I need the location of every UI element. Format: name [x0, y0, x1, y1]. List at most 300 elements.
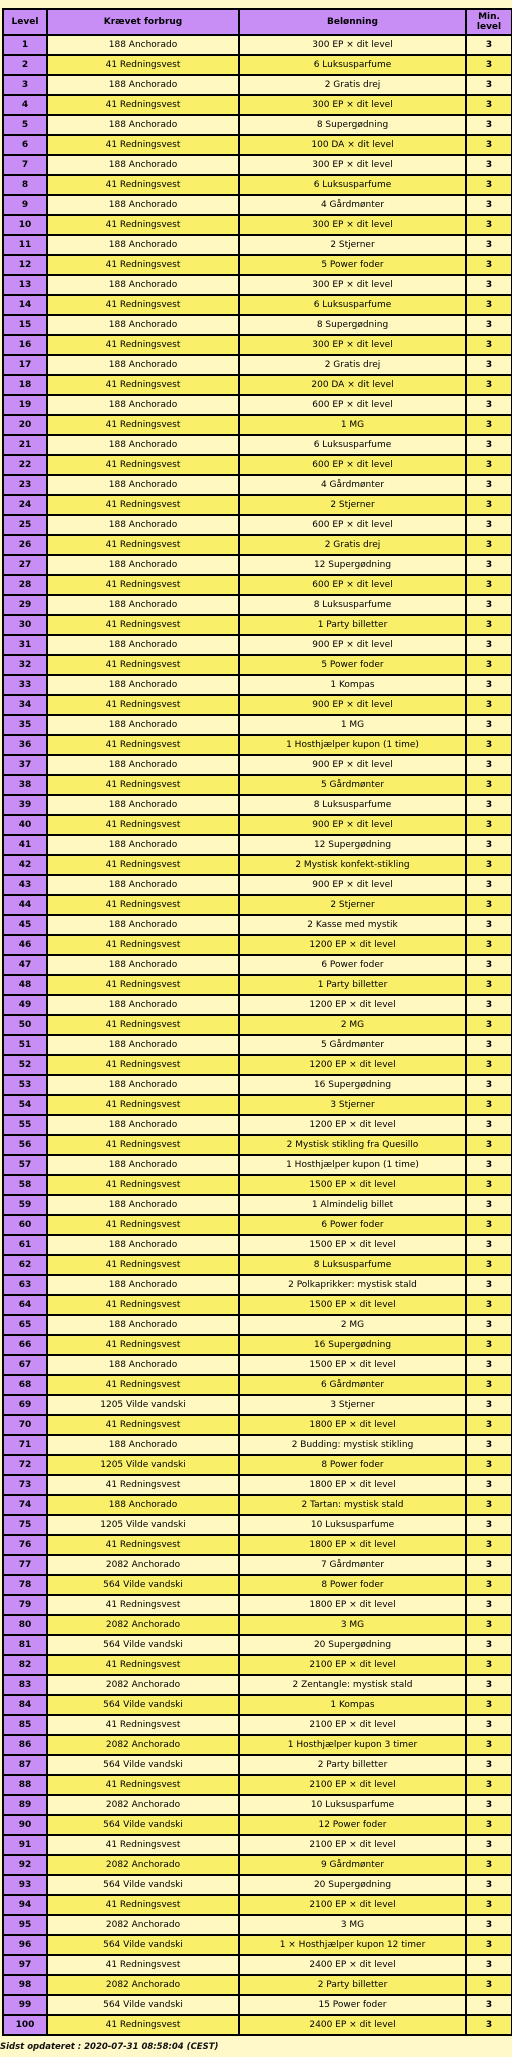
min-level-cell: 3	[466, 895, 512, 915]
level-cell: 3	[3, 75, 47, 95]
table-row	[3, 415, 512, 435]
cost-cell: 188 Anchorado	[47, 835, 239, 855]
reward-cell: 2 Stjerner	[239, 495, 466, 515]
reward-cell: 1500 EP × dit level	[239, 1175, 466, 1195]
reward-cell: 2 MG	[239, 1315, 466, 1335]
reward-cell: 4 Gårdmønter	[239, 195, 466, 215]
level-cell: 92	[3, 1855, 47, 1875]
reward-cell: 5 Power foder	[239, 655, 466, 675]
min-level-cell: 3	[466, 1975, 512, 1995]
cost-cell: 41 Redningsvest	[47, 1955, 239, 1975]
table-row	[3, 915, 512, 935]
table-row	[3, 1415, 512, 1435]
cost-cell: 564 Vilde vandski	[47, 1995, 239, 2015]
cost-cell: 41 Redningsvest	[47, 655, 239, 675]
table-row	[3, 1035, 512, 1055]
min-level-cell: 3	[466, 1635, 512, 1655]
reward-cell: 3 MG	[239, 1615, 466, 1635]
level-cell: 88	[3, 1775, 47, 1795]
table-row	[3, 1715, 512, 1735]
cost-cell: 41 Redningsvest	[47, 375, 239, 395]
level-cell: 38	[3, 775, 47, 795]
level-cell: 16	[3, 335, 47, 355]
reward-cell: 6 Luksusparfume	[239, 175, 466, 195]
level-cell: 80	[3, 1615, 47, 1635]
level-cell: 10	[3, 215, 47, 235]
table-row	[3, 795, 512, 815]
reward-cell: 8 Supergødning	[239, 315, 466, 335]
reward-cell: 200 DA × dit level	[239, 375, 466, 395]
min-level-cell: 3	[466, 335, 512, 355]
level-cell: 74	[3, 1495, 47, 1515]
min-level-cell: 3	[466, 955, 512, 975]
cost-cell: 188 Anchorado	[47, 1495, 239, 1515]
min-level-cell: 3	[466, 595, 512, 615]
table-row	[3, 995, 512, 1015]
min-level-cell: 3	[466, 555, 512, 575]
reward-cell: 2 Stjerner	[239, 895, 466, 915]
table-row	[3, 1195, 512, 1215]
reward-cell: 2 Mystisk konfekt-stikling	[239, 855, 466, 875]
level-cell: 100	[3, 2015, 47, 2035]
reward-cell: 5 Power foder	[239, 255, 466, 275]
min-level-cell: 3	[466, 1595, 512, 1615]
reward-cell: 300 EP × dit level	[239, 95, 466, 115]
cost-cell: 188 Anchorado	[47, 1075, 239, 1095]
level-cell: 84	[3, 1695, 47, 1715]
min-level-cell: 3	[466, 1915, 512, 1935]
cost-cell: 564 Vilde vandski	[47, 1695, 239, 1715]
cost-cell: 41 Redningsvest	[47, 95, 239, 115]
table-row	[3, 1835, 512, 1855]
table-row	[3, 1455, 512, 1475]
table-row	[3, 1115, 512, 1135]
cost-cell: 188 Anchorado	[47, 1155, 239, 1175]
min-level-cell: 3	[466, 355, 512, 375]
level-cell: 24	[3, 495, 47, 515]
table-row	[3, 1255, 512, 1275]
table-row	[3, 835, 512, 855]
reward-cell: 5 Gårdmønter	[239, 1035, 466, 1055]
table-row	[3, 1335, 512, 1355]
level-cell: 76	[3, 1535, 47, 1555]
reward-cell: 8 Power foder	[239, 1455, 466, 1475]
table-row	[3, 195, 512, 215]
reward-cell: 1200 EP × dit level	[239, 1115, 466, 1135]
min-level-cell: 3	[466, 1855, 512, 1875]
table-row	[3, 515, 512, 535]
level-cell: 31	[3, 635, 47, 655]
cost-cell: 41 Redningsvest	[47, 1595, 239, 1615]
cost-cell: 41 Redningsvest	[47, 55, 239, 75]
min-level-cell: 3	[466, 1275, 512, 1295]
reward-cell: 1 Kompas	[239, 1695, 466, 1715]
reward-cell: 900 EP × dit level	[239, 875, 466, 895]
level-cell: 58	[3, 1175, 47, 1195]
level-cell: 46	[3, 935, 47, 955]
cost-cell: 188 Anchorado	[47, 435, 239, 455]
min-level-cell: 3	[466, 1175, 512, 1195]
min-level-cell: 3	[466, 875, 512, 895]
level-cell: 53	[3, 1075, 47, 1095]
min-level-cell: 3	[466, 695, 512, 715]
reward-cell: 100 DA × dit level	[239, 135, 466, 155]
cost-cell: 188 Anchorado	[47, 115, 239, 135]
min-level-cell: 3	[466, 75, 512, 95]
min-level-cell: 3	[466, 35, 512, 55]
table-row	[3, 935, 512, 955]
reward-cell: 600 EP × dit level	[239, 395, 466, 415]
min-level-cell: 3	[466, 315, 512, 335]
level-cell: 50	[3, 1015, 47, 1035]
level-cell: 32	[3, 655, 47, 675]
level-cell: 64	[3, 1295, 47, 1315]
table-row	[3, 75, 512, 95]
min-level-cell: 3	[466, 235, 512, 255]
min-level-cell: 3	[466, 55, 512, 75]
table-row	[3, 395, 512, 415]
level-cell: 7	[3, 155, 47, 175]
level-cell: 13	[3, 275, 47, 295]
reward-cell: 900 EP × dit level	[239, 695, 466, 715]
min-level-cell: 3	[466, 1055, 512, 1075]
table-row	[3, 1075, 512, 1095]
min-level-cell: 3	[466, 375, 512, 395]
table-row	[3, 615, 512, 635]
level-cell: 91	[3, 1835, 47, 1855]
table-row	[3, 1495, 512, 1515]
level-cell: 87	[3, 1755, 47, 1775]
cost-cell: 41 Redningsvest	[47, 1295, 239, 1315]
level-cell: 62	[3, 1255, 47, 1275]
level-cell: 63	[3, 1275, 47, 1295]
table-row	[3, 955, 512, 975]
reward-cell: 8 Power foder	[239, 1575, 466, 1595]
cost-cell: 1205 Vilde vandski	[47, 1395, 239, 1415]
cost-cell: 41 Redningsvest	[47, 1015, 239, 1035]
table-row	[3, 1735, 512, 1755]
reward-cell: 2 Party billetter	[239, 1975, 466, 1995]
min-level-cell: 3	[466, 1015, 512, 1035]
min-level-cell: 3	[466, 855, 512, 875]
level-cell: 48	[3, 975, 47, 995]
cost-cell: 41 Redningsvest	[47, 1475, 239, 1495]
reward-cell: 1 Party billetter	[239, 615, 466, 635]
table-row	[3, 1355, 512, 1375]
level-cell: 39	[3, 795, 47, 815]
min-level-cell: 3	[466, 995, 512, 1015]
min-level-cell: 3	[466, 1775, 512, 1795]
header-cost: Krævet forbrug	[47, 9, 239, 35]
table-row	[3, 1995, 512, 2015]
level-cell: 85	[3, 1715, 47, 1735]
reward-cell: 1200 EP × dit level	[239, 995, 466, 1015]
table-row	[3, 1875, 512, 1895]
reward-cell: 1 Hosthjælper kupon (1 time)	[239, 1155, 466, 1175]
table-row	[3, 235, 512, 255]
reward-cell: 2100 EP × dit level	[239, 1655, 466, 1675]
table-row	[3, 1595, 512, 1615]
level-cell: 2	[3, 55, 47, 75]
cost-cell: 41 Redningsvest	[47, 1335, 239, 1355]
reward-cell: 600 EP × dit level	[239, 575, 466, 595]
table-row	[3, 55, 512, 75]
reward-cell: 2 MG	[239, 1015, 466, 1035]
cost-cell: 41 Redningsvest	[47, 615, 239, 635]
cost-cell: 41 Redningsvest	[47, 1255, 239, 1275]
level-cell: 82	[3, 1655, 47, 1675]
level-cell: 54	[3, 1095, 47, 1115]
table-row	[3, 455, 512, 475]
cost-cell: 188 Anchorado	[47, 555, 239, 575]
level-cell: 11	[3, 235, 47, 255]
cost-cell: 188 Anchorado	[47, 315, 239, 335]
table-row	[3, 715, 512, 735]
table-row	[3, 355, 512, 375]
header-level: Level	[3, 9, 47, 35]
table-row	[3, 215, 512, 235]
min-level-cell: 3	[466, 295, 512, 315]
cost-cell: 41 Redningsvest	[47, 535, 239, 555]
table-row	[3, 895, 512, 915]
level-cell: 20	[3, 415, 47, 435]
cost-cell: 188 Anchorado	[47, 1235, 239, 1255]
level-cell: 94	[3, 1895, 47, 1915]
min-level-cell: 3	[466, 1395, 512, 1415]
table-row	[3, 95, 512, 115]
cost-cell: 41 Redningsvest	[47, 1835, 239, 1855]
level-cell: 61	[3, 1235, 47, 1255]
cost-cell: 564 Vilde vandski	[47, 1575, 239, 1595]
level-cell: 75	[3, 1515, 47, 1535]
cost-cell: 188 Anchorado	[47, 75, 239, 95]
min-level-cell: 3	[466, 475, 512, 495]
table-header-row	[3, 9, 512, 35]
rewards-panel	[2, 8, 511, 2036]
level-cell: 29	[3, 595, 47, 615]
min-level-cell: 3	[466, 195, 512, 215]
level-cell: 9	[3, 195, 47, 215]
cost-cell: 41 Redningsvest	[47, 1775, 239, 1795]
min-level-cell: 3	[466, 1835, 512, 1855]
table-row	[3, 1695, 512, 1715]
min-level-cell: 3	[466, 1035, 512, 1055]
cost-cell: 41 Redningsvest	[47, 895, 239, 915]
level-cell: 66	[3, 1335, 47, 1355]
min-level-cell: 3	[466, 1335, 512, 1355]
table-row	[3, 135, 512, 155]
level-cell: 93	[3, 1875, 47, 1895]
table-row	[3, 115, 512, 135]
reward-cell: 1 Kompas	[239, 675, 466, 695]
reward-cell: 1500 EP × dit level	[239, 1355, 466, 1375]
table-row	[3, 1135, 512, 1155]
level-cell: 35	[3, 715, 47, 735]
min-level-cell: 3	[466, 1315, 512, 1335]
min-level-cell: 3	[466, 1895, 512, 1915]
table-row	[3, 475, 512, 495]
min-level-cell: 3	[466, 835, 512, 855]
table-row	[3, 1755, 512, 1775]
cost-cell: 41 Redningsvest	[47, 295, 239, 315]
table-row	[3, 1935, 512, 1955]
reward-cell: 4 Gårdmønter	[239, 475, 466, 495]
min-level-cell: 3	[466, 2015, 512, 2035]
reward-cell: 2100 EP × dit level	[239, 1715, 466, 1735]
cost-cell: 41 Redningsvest	[47, 1135, 239, 1155]
level-cell: 47	[3, 955, 47, 975]
table-row	[3, 1475, 512, 1495]
cost-cell: 41 Redningsvest	[47, 975, 239, 995]
reward-cell: 900 EP × dit level	[239, 635, 466, 655]
cost-cell: 188 Anchorado	[47, 1315, 239, 1335]
min-level-cell: 3	[466, 1675, 512, 1695]
level-cell: 55	[3, 1115, 47, 1135]
header-min-level	[466, 9, 512, 35]
cost-cell: 41 Redningsvest	[47, 215, 239, 235]
reward-cell: 1 MG	[239, 415, 466, 435]
table-row	[3, 1775, 512, 1795]
level-cell: 69	[3, 1395, 47, 1415]
reward-cell: 2 Stjerner	[239, 235, 466, 255]
cost-cell: 2082 Anchorado	[47, 1915, 239, 1935]
cost-cell: 188 Anchorado	[47, 1355, 239, 1375]
table-row	[3, 2015, 512, 2035]
level-cell: 5	[3, 115, 47, 135]
min-level-cell: 3	[466, 715, 512, 735]
cost-cell: 188 Anchorado	[47, 1195, 239, 1215]
cost-cell: 564 Vilde vandski	[47, 1755, 239, 1775]
level-cell: 25	[3, 515, 47, 535]
min-level-cell: 3	[466, 915, 512, 935]
reward-cell: 2 Polkaprikker: mystisk stald	[239, 1275, 466, 1295]
table-row	[3, 1815, 512, 1835]
level-cell: 6	[3, 135, 47, 155]
min-level-cell: 3	[466, 775, 512, 795]
cost-cell: 188 Anchorado	[47, 875, 239, 895]
table-row	[3, 1575, 512, 1595]
level-cell: 1	[3, 35, 47, 55]
cost-cell: 564 Vilde vandski	[47, 1935, 239, 1955]
min-level-cell: 3	[466, 755, 512, 775]
min-level-cell: 3	[466, 1495, 512, 1515]
table-row	[3, 1675, 512, 1695]
min-level-cell: 3	[466, 435, 512, 455]
min-level-cell: 3	[466, 95, 512, 115]
cost-cell: 41 Redningsvest	[47, 735, 239, 755]
level-cell: 18	[3, 375, 47, 395]
min-level-cell: 3	[466, 1235, 512, 1255]
table-row	[3, 1895, 512, 1915]
reward-cell: 900 EP × dit level	[239, 755, 466, 775]
cost-cell: 41 Redningsvest	[47, 1655, 239, 1675]
cost-cell: 188 Anchorado	[47, 715, 239, 735]
min-level-cell: 3	[466, 255, 512, 275]
table-row	[3, 155, 512, 175]
cost-cell: 188 Anchorado	[47, 915, 239, 935]
reward-cell: 1500 EP × dit level	[239, 1235, 466, 1255]
cost-cell: 2082 Anchorado	[47, 1975, 239, 1995]
cost-cell: 41 Redningsvest	[47, 1375, 239, 1395]
level-cell: 77	[3, 1555, 47, 1575]
table-row	[3, 255, 512, 275]
min-level-cell: 3	[466, 1615, 512, 1635]
min-level-cell: 3	[466, 1715, 512, 1735]
level-cell: 98	[3, 1975, 47, 1995]
level-cell: 73	[3, 1475, 47, 1495]
cost-cell: 41 Redningsvest	[47, 415, 239, 435]
reward-cell: 8 Luksusparfume	[239, 795, 466, 815]
level-cell: 33	[3, 675, 47, 695]
cost-cell: 188 Anchorado	[47, 475, 239, 495]
cost-cell: 41 Redningsvest	[47, 1175, 239, 1195]
cost-cell: 188 Anchorado	[47, 155, 239, 175]
level-cell: 14	[3, 295, 47, 315]
min-level-cell: 3	[466, 1115, 512, 1135]
min-level-cell: 3	[466, 1575, 512, 1595]
table-row	[3, 1155, 512, 1175]
reward-cell: 12 Power foder	[239, 1815, 466, 1835]
cost-cell: 188 Anchorado	[47, 1115, 239, 1135]
reward-cell: 2400 EP × dit level	[239, 2015, 466, 2035]
cost-cell: 188 Anchorado	[47, 1435, 239, 1455]
reward-cell: 1800 EP × dit level	[239, 1475, 466, 1495]
level-cell: 78	[3, 1575, 47, 1595]
min-level-cell: 3	[466, 1155, 512, 1175]
reward-cell: 6 Luksusparfume	[239, 55, 466, 75]
reward-cell: 20 Supergødning	[239, 1635, 466, 1655]
reward-cell: 6 Luksusparfume	[239, 295, 466, 315]
table-row	[3, 1175, 512, 1195]
level-cell: 72	[3, 1455, 47, 1475]
level-cell: 70	[3, 1415, 47, 1435]
table-row	[3, 1635, 512, 1655]
cost-cell: 2082 Anchorado	[47, 1735, 239, 1755]
level-cell: 65	[3, 1315, 47, 1335]
reward-cell: 1 Almindelig billet	[239, 1195, 466, 1215]
cost-cell: 41 Redningsvest	[47, 935, 239, 955]
cost-cell: 41 Redningsvest	[47, 695, 239, 715]
min-level-cell: 3	[466, 1195, 512, 1215]
cost-cell: 41 Redningsvest	[47, 1095, 239, 1115]
cost-cell: 41 Redningsvest	[47, 455, 239, 475]
reward-cell: 2 Budding: mystisk stikling	[239, 1435, 466, 1455]
reward-cell: 9 Gårdmønter	[239, 1855, 466, 1875]
reward-cell: 2 Party billetter	[239, 1755, 466, 1775]
table-row	[3, 1235, 512, 1255]
cost-cell: 564 Vilde vandski	[47, 1635, 239, 1655]
min-level-cell: 3	[466, 135, 512, 155]
rewards-table	[2, 8, 512, 2036]
min-level-cell: 3	[466, 1555, 512, 1575]
reward-cell: 1 MG	[239, 715, 466, 735]
table-row	[3, 1535, 512, 1555]
level-cell: 68	[3, 1375, 47, 1395]
min-level-cell: 3	[466, 495, 512, 515]
table-row	[3, 1095, 512, 1115]
reward-cell: 1 × Hosthjælper kupon 12 timer	[239, 1935, 466, 1955]
cost-cell: 2082 Anchorado	[47, 1615, 239, 1635]
table-row	[3, 635, 512, 655]
min-level-cell: 3	[466, 1995, 512, 2015]
reward-cell: 300 EP × dit level	[239, 335, 466, 355]
cost-cell: 41 Redningsvest	[47, 135, 239, 155]
min-level-cell: 3	[466, 655, 512, 675]
cost-cell: 41 Redningsvest	[47, 335, 239, 355]
reward-cell: 2 Gratis drej	[239, 75, 466, 95]
reward-cell: 12 Supergødning	[239, 555, 466, 575]
level-cell: 97	[3, 1955, 47, 1975]
